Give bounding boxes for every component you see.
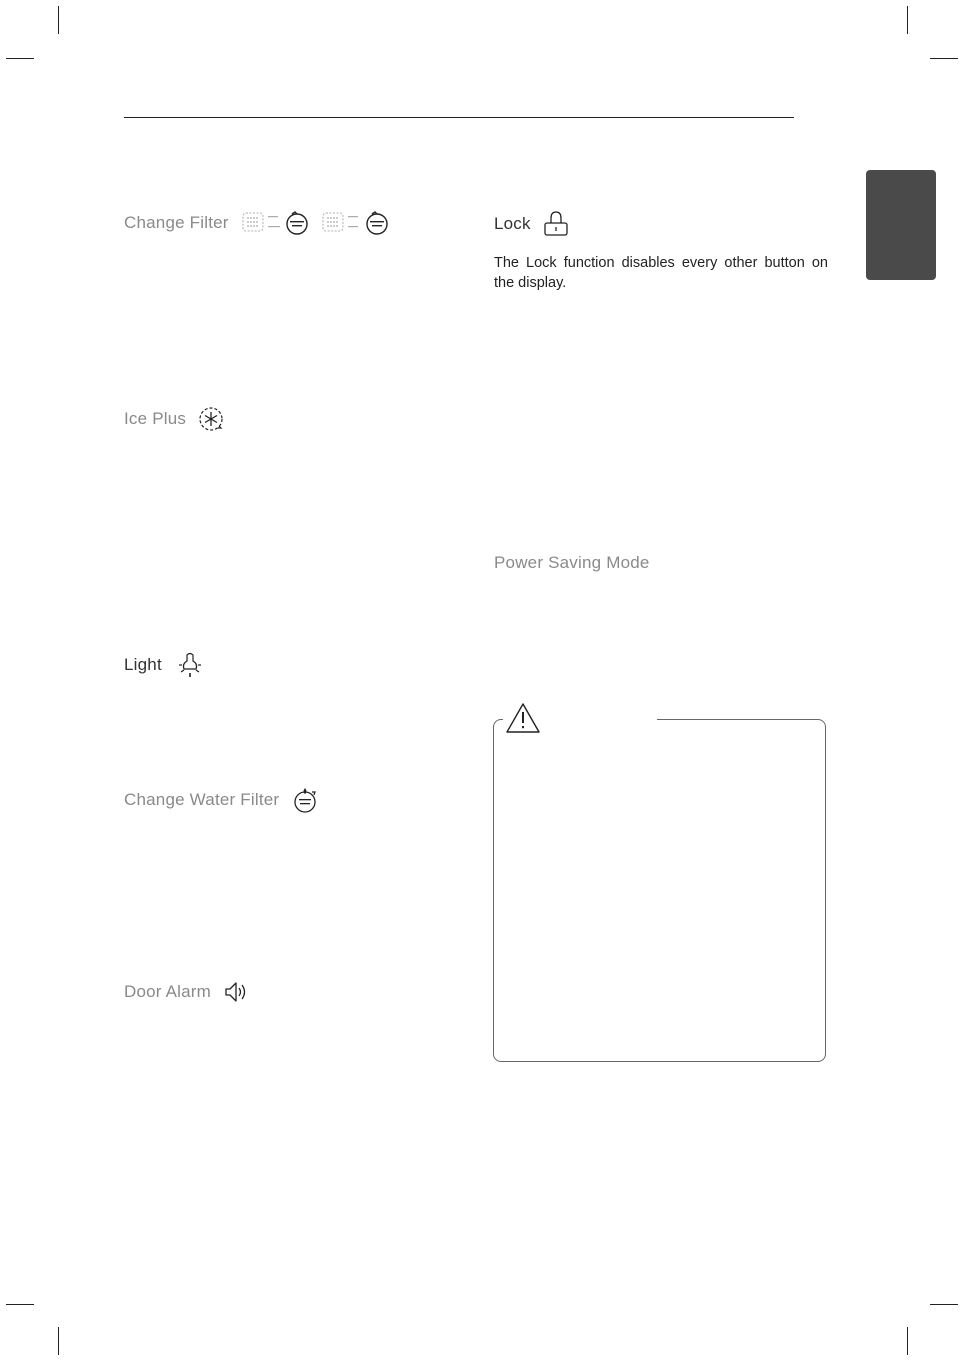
crop-mark	[907, 6, 908, 34]
crop-mark	[930, 58, 958, 59]
door-alarm-title: Door Alarm	[124, 982, 212, 1001]
crop-mark	[6, 1304, 34, 1305]
caution-box	[493, 719, 826, 1062]
crop-mark	[907, 1327, 908, 1355]
door-alarm-heading	[124, 980, 249, 1004]
snowflake-cycle-icon	[198, 406, 224, 432]
padlock-icon	[543, 210, 569, 238]
speaker-icon	[223, 980, 249, 1004]
change-filter-heading	[124, 210, 391, 236]
lock-description: The Lock function disables every other button on the display.	[494, 255, 828, 291]
crop-mark	[58, 6, 59, 34]
light-bulb-icon	[176, 651, 204, 679]
crop-mark	[930, 1304, 958, 1305]
change-filter-title: Change Filter	[124, 213, 229, 232]
change-water-filter-title: Change Water Filter	[124, 790, 280, 809]
replace-filter-indicator-icons	[241, 210, 391, 236]
water-filter-icon	[291, 786, 319, 814]
power-saving-mode-heading	[494, 553, 650, 573]
light-heading	[124, 651, 204, 679]
lock-heading	[494, 210, 569, 238]
crop-mark	[6, 58, 34, 59]
crop-mark	[58, 1327, 59, 1355]
power-saving-mode-title: Power Saving Mode	[494, 553, 650, 572]
section-tab	[866, 170, 936, 280]
change-water-filter-heading	[124, 786, 319, 814]
ice-plus-title: Ice Plus	[124, 409, 187, 428]
header-rule	[124, 117, 794, 118]
lock-title: Lock	[494, 214, 531, 233]
ice-plus-heading	[124, 406, 224, 432]
warning-triangle-icon	[505, 702, 541, 739]
light-title: Light	[124, 655, 162, 674]
